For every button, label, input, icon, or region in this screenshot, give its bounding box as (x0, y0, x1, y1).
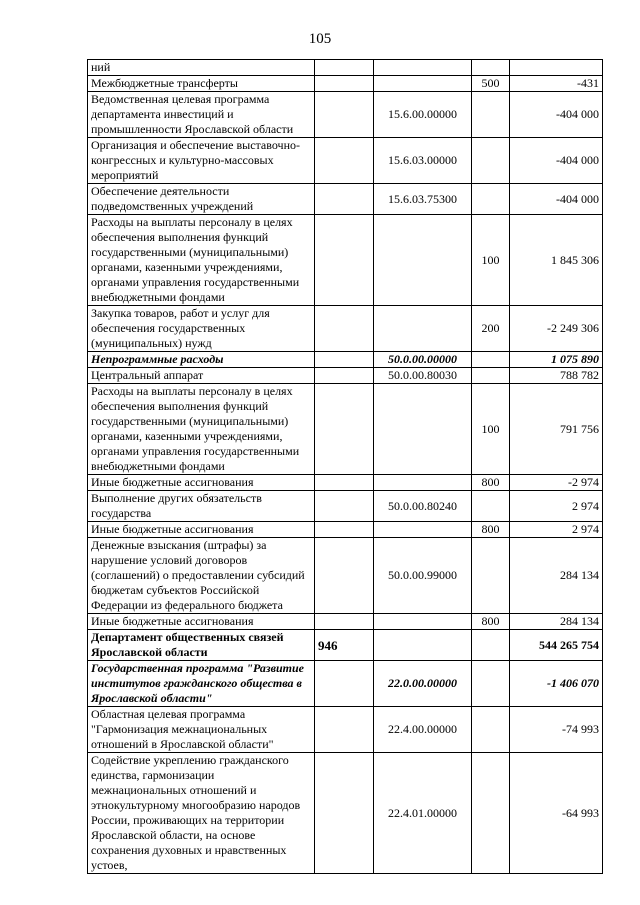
row-description: Обеспечение деятельности подведомственных учреждений (88, 184, 315, 215)
row-description: Иные бюджетные ассигнования (88, 475, 315, 491)
row-expense-type (472, 60, 510, 76)
row-amount: 284 134 (510, 614, 603, 630)
row-description: Организация и обеспечение выставочно-конгрессных и культурно-массовых мероприятий (88, 138, 315, 184)
row-target-code: 50.0.00.80240 (374, 491, 472, 522)
row-expense-type (472, 138, 510, 184)
row-expense-type: 800 (472, 614, 510, 630)
row-description: Департамент общественных связей Ярославской области (88, 630, 315, 661)
row-target-code (374, 630, 472, 661)
table-row (88, 753, 603, 874)
table-row (88, 491, 603, 522)
row-expense-type: 100 (472, 215, 510, 306)
row-expense-type (472, 92, 510, 138)
table-row (88, 184, 603, 215)
row-chapter-code (315, 352, 374, 368)
table-row (88, 475, 603, 491)
row-amount: 791 756 (510, 384, 603, 475)
row-amount: -404 000 (510, 184, 603, 215)
row-target-code (374, 306, 472, 352)
table-row (88, 384, 603, 475)
row-chapter-code (315, 215, 374, 306)
row-target-code (374, 215, 472, 306)
row-expense-type (472, 491, 510, 522)
row-amount: 1 845 306 (510, 215, 603, 306)
table-row (88, 76, 603, 92)
row-target-code (374, 614, 472, 630)
row-chapter-code (315, 491, 374, 522)
row-chapter-code (315, 661, 374, 707)
row-description: Областная целевая программа "Гармонизация межнациональных отношений в Ярославской области" (88, 707, 315, 753)
row-chapter-code (315, 614, 374, 630)
table-row (88, 661, 603, 707)
row-chapter-code (315, 306, 374, 352)
row-amount: -2 974 (510, 475, 603, 491)
page-number: 105 (308, 31, 332, 47)
row-description: Непрограммные расходы (88, 352, 315, 368)
row-chapter-code: 946 (315, 630, 374, 661)
row-description: Денежные взыскания (штрафы) за нарушение условий договоров (соглашений) о предоставлении субсидий бюджетам субъектов Российской Федерации из федерального бюджета (88, 538, 315, 614)
row-target-code (374, 475, 472, 491)
row-amount: -404 000 (510, 138, 603, 184)
table-row (88, 368, 603, 384)
row-expense-type: 800 (472, 475, 510, 491)
row-target-code (374, 76, 472, 92)
row-chapter-code (315, 522, 374, 538)
table-row (88, 138, 603, 184)
row-description: ний (88, 60, 315, 76)
row-expense-type (472, 368, 510, 384)
row-target-code: 50.0.00.99000 (374, 538, 472, 614)
budget-table-body (88, 60, 603, 874)
row-chapter-code (315, 753, 374, 874)
table-row (88, 215, 603, 306)
row-chapter-code (315, 60, 374, 76)
row-expense-type (472, 661, 510, 707)
row-chapter-code (315, 138, 374, 184)
row-description: Центральный аппарат (88, 368, 315, 384)
row-description: Государственная программа "Развитие институтов гражданского общества в Ярославской области" (88, 661, 315, 707)
row-expense-type (472, 538, 510, 614)
row-expense-type (472, 630, 510, 661)
row-expense-type: 100 (472, 384, 510, 475)
row-target-code: 15.6.03.75300 (374, 184, 472, 215)
row-description: Межбюджетные трансферты (88, 76, 315, 92)
row-amount: -2 249 306 (510, 306, 603, 352)
table-row (88, 306, 603, 352)
row-target-code: 22.0.00.00000 (374, 661, 472, 707)
table-row (88, 614, 603, 630)
budget-table (87, 59, 603, 874)
table-row (88, 630, 603, 661)
row-expense-type: 200 (472, 306, 510, 352)
row-description: Содействие укреплению гражданского единства, гармонизации межнациональных отношений и этнокультурному многообразию народов России, проживающих на территории Ярославской области, на основе сохранения духовных и нравственных устоев, (88, 753, 315, 874)
row-target-code: 50.0.00.00000 (374, 352, 472, 368)
row-chapter-code (315, 76, 374, 92)
row-chapter-code (315, 92, 374, 138)
row-target-code (374, 384, 472, 475)
row-amount: 1 075 890 (510, 352, 603, 368)
row-description: Выполнение других обязательств государства (88, 491, 315, 522)
row-description: Расходы на выплаты персоналу в целях обеспечения выполнения функций государственными (муниципальными) органами, казенными учреждениями, органами управления государственными внебюджетными фондами (88, 384, 315, 475)
table-row (88, 92, 603, 138)
row-amount (510, 60, 603, 76)
row-chapter-code (315, 538, 374, 614)
row-expense-type (472, 753, 510, 874)
row-description: Иные бюджетные ассигнования (88, 614, 315, 630)
table-row (88, 60, 603, 76)
row-description: Ведомственная целевая программа департамента инвестиций и промышленности Ярославской области (88, 92, 315, 138)
row-description: Расходы на выплаты персоналу в целях обеспечения выполнения функций государственными (муниципальными) органами, казенными учреждениями, органами управления государственными внебюджетными фондами (88, 215, 315, 306)
row-expense-type (472, 184, 510, 215)
row-amount: -1 406 070 (510, 661, 603, 707)
row-amount: 2 974 (510, 522, 603, 538)
row-amount: 2 974 (510, 491, 603, 522)
row-amount: -64 993 (510, 753, 603, 874)
table-row (88, 352, 603, 368)
row-target-code: 50.0.00.80030 (374, 368, 472, 384)
table-row (88, 522, 603, 538)
row-amount: -431 (510, 76, 603, 92)
table-row (88, 538, 603, 614)
row-target-code: 22.4.00.00000 (374, 707, 472, 753)
row-chapter-code (315, 368, 374, 384)
row-expense-type (472, 707, 510, 753)
row-target-code: 15.6.03.00000 (374, 138, 472, 184)
table-row (88, 707, 603, 753)
row-amount: 788 782 (510, 368, 603, 384)
row-amount: 544 265 754 (510, 630, 603, 661)
row-amount: -74 993 (510, 707, 603, 753)
row-chapter-code (315, 184, 374, 215)
row-description: Иные бюджетные ассигнования (88, 522, 315, 538)
row-chapter-code (315, 384, 374, 475)
row-chapter-code (315, 707, 374, 753)
row-target-code: 22.4.01.00000 (374, 753, 472, 874)
row-target-code: 15.6.00.00000 (374, 92, 472, 138)
row-target-code (374, 522, 472, 538)
row-expense-type (472, 352, 510, 368)
row-amount: -404 000 (510, 92, 603, 138)
row-chapter-code (315, 475, 374, 491)
row-description: Закупка товаров, работ и услуг для обеспечения государственных (муниципальных) нужд (88, 306, 315, 352)
row-expense-type: 500 (472, 76, 510, 92)
row-expense-type: 800 (472, 522, 510, 538)
row-amount: 284 134 (510, 538, 603, 614)
row-target-code (374, 60, 472, 76)
